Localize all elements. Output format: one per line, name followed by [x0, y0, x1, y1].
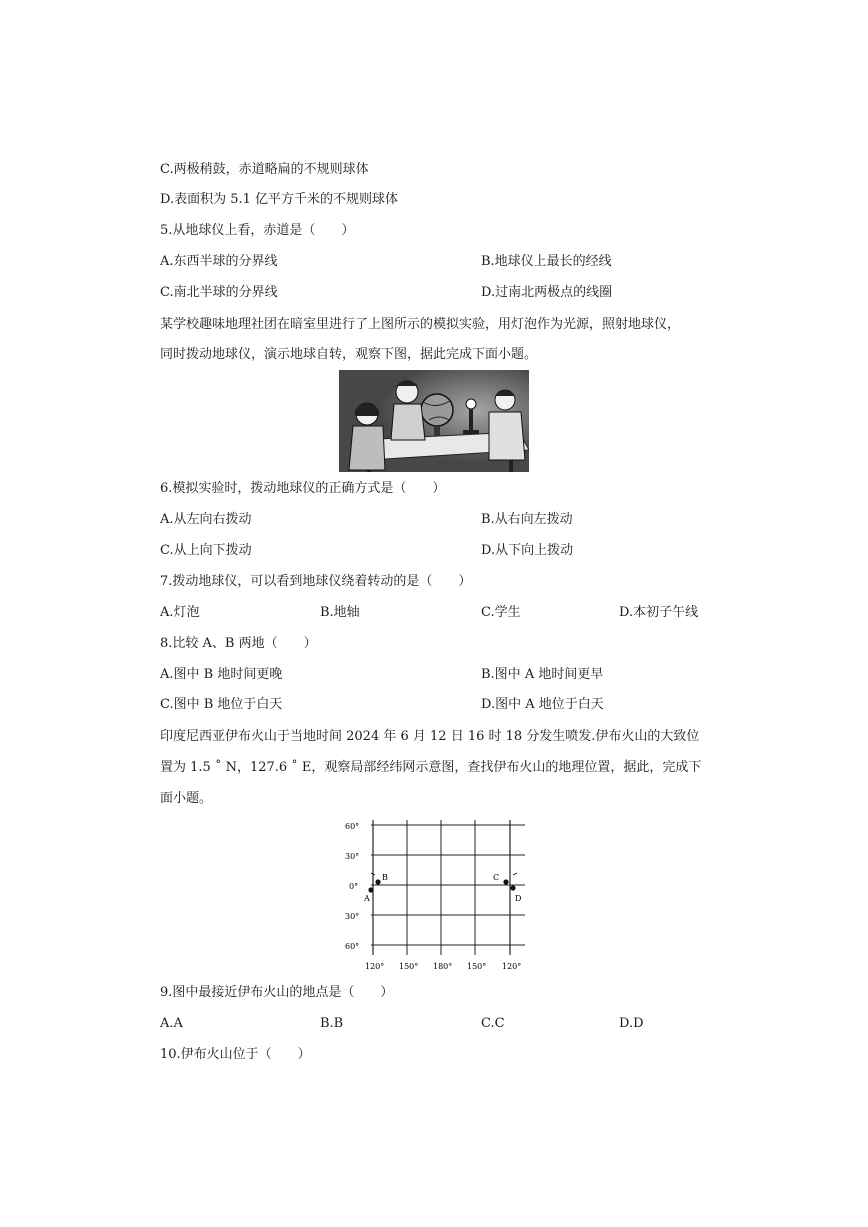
lon-label-150e: 150°: [399, 962, 419, 971]
q8-option-d: D.图中 A 地位于白天: [481, 697, 604, 712]
q9-option-c: C.C: [481, 1016, 505, 1031]
q8-option-c: C.图中 B 地位于白天: [160, 697, 283, 712]
lon-label-120e: 120°: [365, 962, 385, 971]
lat-lon-grid-map: [335, 815, 535, 975]
point-a-label: A: [364, 894, 370, 903]
q5-option-a: A.东西半球的分界线: [160, 254, 278, 269]
q6-option-d: D.从下向上拨动: [481, 543, 574, 558]
point-c: [503, 879, 508, 884]
q9-option-a: A.A: [160, 1016, 183, 1031]
intro-paragraph-1-line-1: 某学校趣味地理社团在暗室里进行了上图所示的模拟实验，用灯泡作为光源，照射地球仪，: [160, 317, 681, 332]
q8-option-b: B.图中 A 地时间更早: [481, 667, 604, 682]
q4-option-c: C.两极稍鼓，赤道略扁的不规则球体: [160, 162, 369, 177]
q5-stem: 5.从地球仪上看，赤道是（ ）: [160, 223, 355, 238]
intro-paragraph-2-line-3: 面小题。: [160, 791, 213, 806]
q8-option-a: A.图中 B 地时间更晚: [160, 667, 283, 682]
q8-stem: 8.比较 A、B 两地（ ）: [160, 636, 317, 651]
q7-option-c: C.学生: [481, 605, 521, 620]
lat-label-0: 0°: [349, 882, 359, 891]
point-b: [375, 879, 380, 884]
q9-stem: 9.图中最接近伊布火山的地点是（ ）: [160, 985, 394, 1000]
lat-label-60n: 60°: [345, 822, 360, 831]
q9-option-b: B.B: [320, 1016, 344, 1031]
intro-paragraph-2-line-2: 置为 1.5 ˚ N，127.6 ˚ E，观察局部经纬网示意图，查找伊布火山的地理位置，据此，完成下: [160, 760, 702, 775]
lat-label-30n: 30°: [345, 852, 360, 861]
lat-label-30s: 30°: [345, 912, 360, 921]
q5-option-d: D.过南北两极点的线圈: [481, 285, 613, 300]
q9-option-d: D.D: [619, 1016, 644, 1031]
q6-option-a: A.从左向右拨动: [160, 512, 252, 527]
point-c-label: C: [493, 873, 500, 882]
lon-label-120w: 120°: [502, 962, 522, 971]
point-b-label: B: [382, 873, 388, 882]
q5-option-c: C.南北半球的分界线: [160, 285, 278, 300]
q7-option-b: B.地轴: [320, 605, 360, 620]
experiment-illustration: [339, 370, 529, 472]
q7-option-a: A.灯泡: [160, 605, 200, 620]
q4-option-d: D.表面积为 5.1 亿平方千米的不规则球体: [160, 192, 399, 207]
lon-label-150w: 150°: [467, 962, 487, 971]
point-d-label: D: [515, 894, 522, 903]
q7-option-d: D.本初子午线: [619, 605, 699, 620]
intro-paragraph-1-line-2: 同时拨动地球仪，演示地球自转，观察下图，据此完成下面小题。: [160, 347, 538, 362]
q6-option-b: B.从右向左拨动: [481, 512, 573, 527]
q10-stem: 10.伊布火山位于（ ）: [160, 1047, 311, 1062]
intro-paragraph-2-line-1: 印度尼西亚伊布火山于当地时间 2024 年 6 月 12 日 16 时 18 分发生喷发.伊布火山的大致位: [160, 729, 700, 744]
q6-stem: 6.模拟实验时，拨动地球仪的正确方式是（ ）: [160, 481, 446, 496]
point-a: [368, 887, 373, 892]
point-d: [510, 885, 515, 890]
lat-label-60s: 60°: [345, 942, 360, 951]
q6-option-c: C.从上向下拨动: [160, 543, 252, 558]
lon-label-180: 180°: [433, 962, 453, 971]
q7-stem: 7.拨动地球仪，可以看到地球仪绕着转动的是（ ）: [160, 574, 472, 589]
q5-option-b: B.地球仪上最长的经线: [481, 254, 612, 269]
